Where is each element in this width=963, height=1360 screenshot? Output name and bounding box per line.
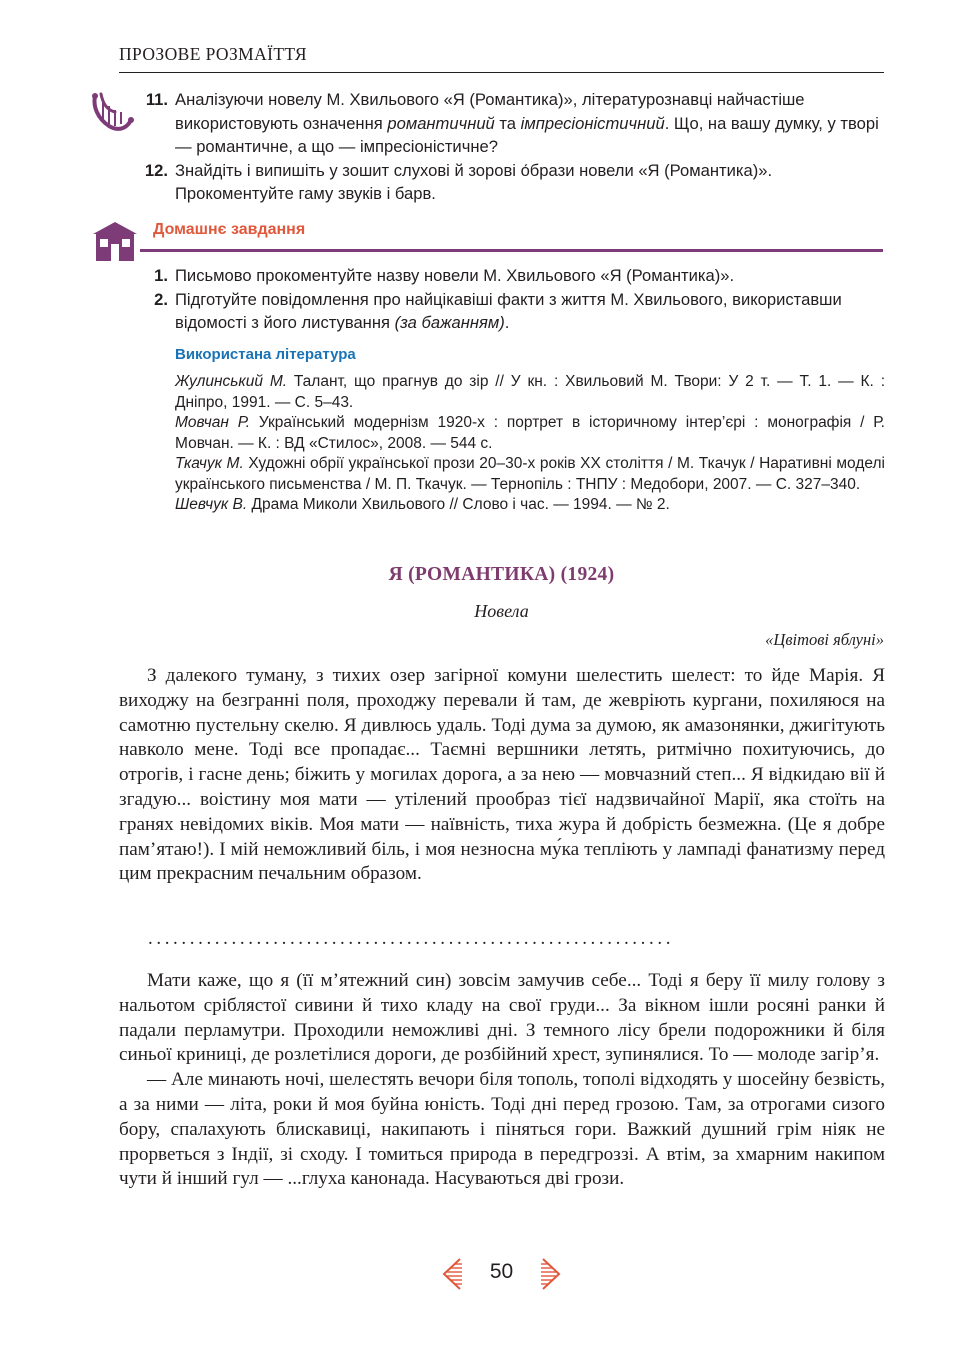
homework-item <box>129 264 885 288</box>
homework-number: 2. <box>154 289 168 309</box>
literature-text: Художні обрії української прози 20–30-х років ХХ століття / М. Ткачук / Наративні моделі українського письменства / М. П. Ткачук. — Тернопіль : ТНПУ : Медобори, 2007. — С. 327–340. <box>175 455 885 493</box>
literature-item <box>175 495 885 516</box>
literature-item <box>175 413 885 454</box>
literature-text: Український модернізм 1920-х : портрет в історичному інтер’єрі : монографія / Р. Мовчан. — К. : ВД «Стилос», 2008. — 544 с. <box>175 414 885 452</box>
question-number: 11. <box>145 90 168 109</box>
story-paragraph: З далекого туману, з тихих озер загірної комуни шелестить шелест: то йде Марія. Я виходжу на безгранні поля, проходжу перевали й там, де жевріють кургани, похиляюся на самотню пустельну скелю. Я дивлюсь удаль. Тоді дума за думою, як амазонянки, джигітують навколо мене. Тоді все пропадає... Таємні вершники летять, ритмічно похитуючись, до отрогів, і гасне день; біжить у могилах дорога, а за нею — мовчазний степ... Я відкидаю вії й згадую... воістину моя мати — утілений прообраз тієї надзвичайної Марії, яка стоїть на гранях невідомих віків. Моя мати — наївність, тиха жура й добрість безмежна. (Це я добре пам’ятаю!). І мій неможливий біль, і моя незносна му́ка тепліють у лампаді фанатизму перед цим прекрасним печальним образом. <box>119 665 885 885</box>
header-rule <box>119 72 884 73</box>
homework-text: Письмово прокоментуйте назву новели М. Хвильового «Я (Романтика)». <box>175 266 735 285</box>
homework-item <box>129 288 885 335</box>
story-text-part-2 <box>119 969 885 1192</box>
story-genre: Новела <box>474 601 529 621</box>
question-text: Знайдіть і випишіть у зошит слухові й зорові о́брази новели «Я (Романтика)». Прокоментуйте гаму звуків і барв. <box>175 160 773 203</box>
epigraph: «Цвітові яблуні» <box>765 630 884 649</box>
literature-item <box>175 372 885 413</box>
story-paragraph: Мати каже, що я (її м’ятежний син) зовсім замучив себе... Тоді я беру її милу голову з нальотом сріблястої сивини й тихо кладу на свої груди... За вікном ішли росяні ранки й падали перламутри. Проходили неможливі дні. З темного лісу брели подорожники й біля синьої криниці, де розлетілися дороги, де розбійний хрест, зупинялися. То — молоде загір’я. <box>119 970 885 1066</box>
literature-author: Шевчук В. <box>175 496 248 513</box>
story-title: Я (РОМАНТИКА) (1924) <box>388 564 615 585</box>
literature-author: Жулинський М. <box>175 373 288 390</box>
literature-text: Драма Миколи Хвильового // Слово і час. — 1994. — № 2. <box>247 496 670 513</box>
running-head: ПРОЗОВЕ РОЗМАЇТТЯ <box>119 44 307 64</box>
literature-author: Ткачук М. <box>175 455 244 472</box>
arrow-ornament-right-icon <box>541 1257 563 1291</box>
page-number: 50 <box>489 1260 514 1283</box>
homework-rule <box>140 249 883 252</box>
homework-title: Домашнє завдання <box>153 221 306 238</box>
literature-author: Мовчан Р. <box>175 414 251 431</box>
story-paragraph: — Але минають ночі, шелестять вечори біля тополь, тополі відходять у шосейну безвість, а за ними — літа, роки й моя буйна юність. Тоді дні перед грозою. Там, за отрогами сизого бору, спалахують блискавиці, накипають і піняться гори. Важкий душний грім ніяк не прорветься з Індії, зі сходу. І томиться природа в передгроззі. А втім, за хмарним накипом чути й інший гул — ...глуха канонада. Насуваються дві грози. <box>119 1069 885 1190</box>
story-text-part-1 <box>119 664 885 887</box>
literature-list <box>175 372 885 516</box>
literature-item <box>175 454 885 495</box>
question-item <box>129 159 885 206</box>
homework-text: Підготуйте повідомлення про найцікавіші факти з життя М. Хвильового, використавши відомості з його листування (за бажанням). <box>175 289 842 332</box>
literature-title: Використана література <box>175 346 356 363</box>
homework-number: 1. <box>154 266 168 285</box>
question-text: Аналізуючи новелу М. Хвильового «Я (Романтика)», літературознавці найчастіше використовують означення романтичний та імпресіоністичний. Що, на вашу думку, у творі — романтичне, а що — імпресіоністичне? <box>175 90 879 156</box>
literature-text: Талант, що прагнув до зір // У кн. : Хвильовий М. Твори: У 2 т. — Т. 1. — К. : Дніпро, 1991. — С. 5–43. <box>175 373 886 411</box>
homework-list <box>129 264 885 335</box>
question-item <box>129 88 885 159</box>
house-icon <box>91 220 139 262</box>
section-separator: ............................................................... <box>148 928 675 949</box>
question-number: 12. <box>144 160 168 180</box>
question-list <box>129 88 885 206</box>
